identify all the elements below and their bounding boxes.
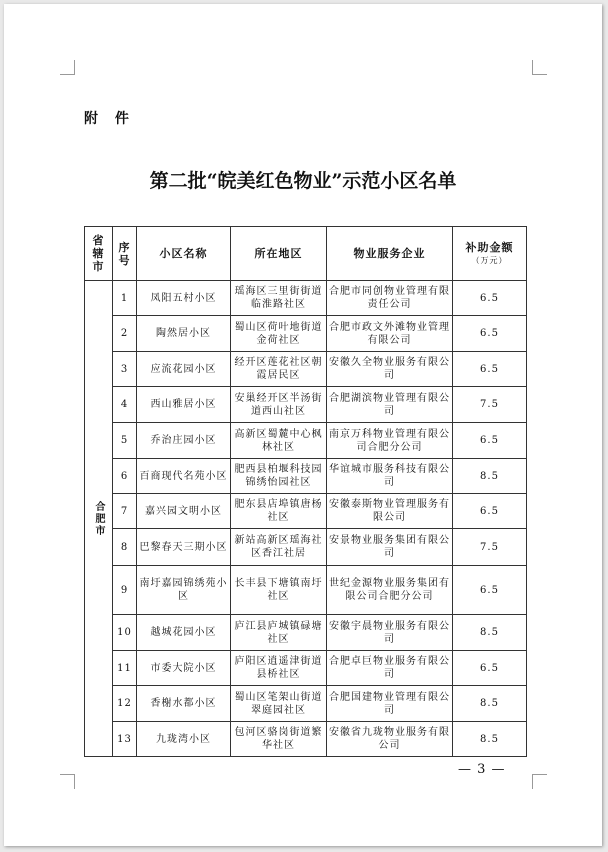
table-row [85,281,527,316]
cell-company: 安徽泰斯物业管理服务有限公司 [327,494,453,529]
cell-subsidy: 8.5 [453,615,527,651]
cell-seq: 11 [113,651,137,686]
cell-community: 陶然居小区 [137,316,231,352]
header-subsidy-label: 补助金额 [465,240,514,254]
cell-subsidy: 7.5 [453,529,527,566]
cell-community: 市委大院小区 [137,651,231,686]
cell-company: 安徽久全物业服务有限公司 [327,352,453,387]
cell-location: 新站高新区瑶海社区香江社居 [231,529,327,566]
cell-company: 安景物业服务集团有限公司 [327,529,453,566]
cell-location: 蜀山区荷叶地街道金荷社区 [231,316,327,352]
community-list-table [84,226,527,757]
cell-seq: 5 [113,423,137,459]
table-row [85,615,527,651]
cell-subsidy: 6.5 [453,566,527,615]
document-page [4,4,602,846]
table-row [85,566,527,615]
crop-mark-bottom-left [60,774,75,789]
cell-company: 南京万科物业管理有限公司合肥分公司 [327,423,453,459]
crop-mark-top-left [60,60,75,75]
table-row [85,387,527,423]
header-location: 所在地区 [231,227,327,281]
cell-location: 安巢经开区半汤街道西山社区 [231,387,327,423]
header-subsidy [453,227,527,281]
table-row [85,651,527,686]
table-row [85,352,527,387]
cell-community: 应流花园小区 [137,352,231,387]
cell-subsidy: 6.5 [453,352,527,387]
cell-community: 香榭水都小区 [137,686,231,722]
cell-subsidy: 8.5 [453,686,527,722]
cell-company: 世纪金源物业服务集团有限公司合肥分公司 [327,566,453,615]
header-province: 省辖市 [85,227,113,281]
crop-mark-top-right [532,60,547,75]
cell-company: 安徽省九珑物业服务有限公司 [327,722,453,757]
cell-seq: 4 [113,387,137,423]
document-title: 第二批“皖美红色物业”示范小区名单 [149,170,457,192]
cell-subsidy: 6.5 [453,316,527,352]
cell-subsidy: 8.5 [453,459,527,494]
cell-seq: 10 [113,615,137,651]
cell-community: 凤阳五村小区 [137,281,231,316]
table-row [85,529,527,566]
cell-community: 巴黎春天三期小区 [137,529,231,566]
cell-company: 合肥市政文外滩物业管理有限公司 [327,316,453,352]
attachment-label: 附 件 [84,111,135,127]
table-row [85,722,527,757]
cell-community: 南圩嘉园锦绣苑小区 [137,566,231,615]
cell-location: 经开区莲花社区朝霞居民区 [231,352,327,387]
cell-community: 乔治庄园小区 [137,423,231,459]
cell-community: 九珑湾小区 [137,722,231,757]
cell-company: 华谊城市服务科技有限公司 [327,459,453,494]
table-row [85,459,527,494]
cell-subsidy: 8.5 [453,722,527,757]
cell-seq: 9 [113,566,137,615]
cell-location: 长丰县下塘镇南圩社区 [231,566,327,615]
cell-company: 合肥市同创物业管理有限责任公司 [327,281,453,316]
cell-location: 庐阳区逍遥津街道县桥社区 [231,651,327,686]
province-label: 合肥市 [93,500,104,537]
province-cell [85,281,113,757]
header-subsidy-unit: （万元） [471,255,508,265]
crop-mark-bottom-right [532,774,547,789]
header-seq: 序号 [113,227,137,281]
table-row [85,686,527,722]
table-row [85,423,527,459]
cell-location: 肥西县柏堰科技园锦绣怡园社区 [231,459,327,494]
cell-location: 瑶海区三里街街道临淮路社区 [231,281,327,316]
cell-seq: 6 [113,459,137,494]
cell-location: 肥东县店埠镇唐杨社区 [231,494,327,529]
cell-company: 安徽宇晨物业服务有限公司 [327,615,453,651]
cell-subsidy: 6.5 [453,281,527,316]
cell-seq: 1 [113,281,137,316]
cell-company: 合肥湖滨物业管理有限公司 [327,387,453,423]
cell-community: 百商现代名苑小区 [137,459,231,494]
cell-seq: 13 [113,722,137,757]
cell-community: 嘉兴园文明小区 [137,494,231,529]
cell-seq: 3 [113,352,137,387]
table-header-row [85,227,527,281]
table-row [85,494,527,529]
cell-community: 西山雅居小区 [137,387,231,423]
cell-seq: 7 [113,494,137,529]
cell-community: 越城花园小区 [137,615,231,651]
cell-location: 包河区骆岗街道繁华社区 [231,722,327,757]
cell-seq: 8 [113,529,137,566]
cell-company: 合肥国建物业管理有限公司 [327,686,453,722]
header-company: 物业服务企业 [327,227,453,281]
cell-location: 高新区蜀麓中心枫林社区 [231,423,327,459]
page-number: — 3 — [458,762,506,777]
cell-company: 合肥卓巨物业服务有限公司 [327,651,453,686]
cell-subsidy: 6.5 [453,494,527,529]
table-row [85,316,527,352]
cell-subsidy: 7.5 [453,387,527,423]
header-community: 小区名称 [137,227,231,281]
cell-seq: 12 [113,686,137,722]
cell-seq: 2 [113,316,137,352]
cell-location: 蜀山区笔架山街道翠庭园社区 [231,686,327,722]
cell-subsidy: 6.5 [453,423,527,459]
cell-subsidy: 6.5 [453,651,527,686]
cell-location: 庐江县庐城镇碌塘社区 [231,615,327,651]
